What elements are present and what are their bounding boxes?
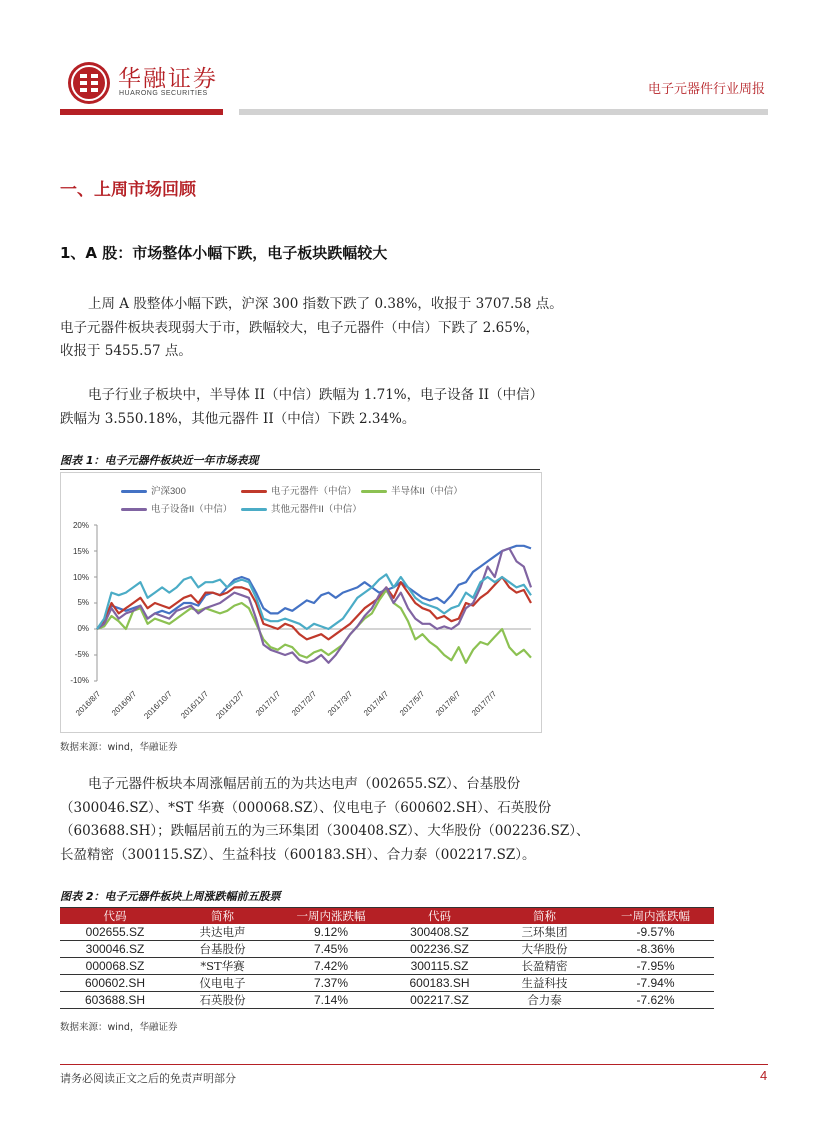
legend-label: 半导体II（中信） (391, 486, 463, 497)
table-header: 一周内涨跌幅 (275, 908, 387, 925)
y-tick-label: 15% (72, 547, 89, 556)
y-tick-label: -10% (70, 676, 89, 685)
figure1-caption-rule (60, 469, 540, 470)
table-cell: 7.45% (275, 941, 387, 958)
paragraph-line: 跌幅为 3.550.18%，其他元器件 II（中信）下跌 2.34%。 (60, 410, 416, 427)
table-cell: -7.94% (597, 975, 714, 992)
table-cell: 300115.SZ (387, 958, 492, 975)
y-tick-label: -5% (74, 650, 89, 659)
footer-disclaimer: 请务必阅读正文之后的免责声明部分 (60, 1072, 236, 1085)
table-row (60, 941, 714, 958)
company-name-cn: 华融证券 (118, 66, 218, 92)
table-header-row (60, 908, 714, 925)
series-line-2 (97, 590, 531, 663)
paragraph-1 (60, 293, 772, 364)
figure2-source: 数据来源：wind，华融证券 (60, 1022, 178, 1033)
table-cell: 台基股份 (170, 941, 275, 958)
table-header: 简称 (170, 908, 275, 925)
paragraph-line: 上周 A 股整体小幅下跌，沪深 300 指数下跌了 0.38%，收报于 3707.58 点。 (88, 296, 563, 312)
y-tick-label: 0% (77, 624, 89, 633)
table-cell: 7.37% (275, 975, 387, 992)
legend-label: 电子设备II（中信） (151, 504, 233, 515)
x-tick-label: 2016/11/7 (179, 689, 211, 721)
y-tick-label: 10% (72, 573, 89, 582)
company-logo-emblem (68, 62, 110, 104)
table-cell: 002217.SZ (387, 992, 492, 1009)
legend-label: 其他元器件II（中信） (271, 504, 362, 515)
figure1-source: 数据来源：wind，华融证券 (60, 742, 178, 753)
x-tick-label: 2017/1/7 (253, 689, 283, 718)
table-cell: -8.36% (597, 941, 714, 958)
x-tick-label: 2017/4/7 (361, 689, 391, 718)
table-cell: 合力泰 (492, 992, 597, 1009)
table-cell: -7.62% (597, 992, 714, 1009)
table-cell: 600602.SH (60, 975, 170, 992)
table-cell: *ST华赛 (170, 958, 275, 975)
table-row (60, 992, 714, 1009)
x-tick-label: 2016/9/7 (109, 689, 139, 718)
paragraph-line: 电子行业子板块中，半导体 II（中信）跌幅为 1.71%，电子设备 II（中信） (88, 387, 544, 403)
table-cell: 300046.SZ (60, 941, 170, 958)
legend-label: 电子元器件（中信） (271, 486, 357, 497)
subsection-title: 1、A 股：市场整体小幅下跌，电子板块跌幅较大 (60, 244, 388, 262)
x-tick-label: 2016/8/7 (73, 689, 103, 718)
table-cell: 生益科技 (492, 975, 597, 992)
table-header: 简称 (492, 908, 597, 925)
logo-icon (68, 62, 110, 104)
table-header: 代码 (387, 908, 492, 925)
table-cell: 大华股份 (492, 941, 597, 958)
table-cell: 002655.SZ (60, 924, 170, 941)
table-cell: 长盈精密 (492, 958, 597, 975)
paragraph-line: （603688.SH）；跌幅居前五的为三环集团（300408.SZ）、大华股份（002236.SZ）、 (60, 823, 590, 839)
page-number: 4 (760, 1068, 768, 1083)
table-header: 代码 (60, 908, 170, 925)
x-tick-label: 2017/3/7 (325, 689, 355, 718)
section-title: 一、上周市场回顾 (60, 180, 196, 200)
figure2-caption: 图表 2：电子元器件板块上周涨跌幅前五股票 (60, 890, 281, 903)
paragraph-line: 长盈精密（300115.SZ）、生益科技（600183.SH）、合力泰（002217.SZ）。 (60, 846, 536, 863)
table-cell: -9.57% (597, 924, 714, 941)
x-tick-label: 2016/10/7 (142, 689, 175, 721)
x-tick-label: 2017/5/7 (397, 689, 427, 718)
table-cell: 石英股份 (170, 992, 275, 1009)
header-bar-gray (239, 109, 768, 115)
x-tick-label: 2017/7/7 (469, 689, 499, 718)
report-type: 电子元器件行业周报 (647, 82, 765, 97)
legend-label: 沪深300 (151, 486, 186, 497)
figure1-caption: 图表 1：电子元器件板块近一年市场表现 (60, 454, 259, 467)
paragraph-line: 电子元器件板块表现弱大于市，跌幅较大，电子元器件（中信）下跌了 2.65%， (60, 319, 540, 336)
x-tick-label: 2017/6/7 (433, 689, 463, 718)
table-cell: 共达电声 (170, 924, 275, 941)
table-row (60, 975, 714, 992)
footer-rule (60, 1064, 768, 1065)
table-cell: 603688.SH (60, 992, 170, 1009)
x-tick-label: 2016/12/7 (214, 689, 247, 721)
y-tick-label: 5% (77, 598, 89, 607)
table-row (60, 958, 714, 975)
table-cell: 300408.SZ (387, 924, 492, 941)
table-cell: 000068.SZ (60, 958, 170, 975)
table-header: 一周内涨跌幅 (597, 908, 714, 925)
company-name-en: HUARONG SECURITIES (119, 90, 208, 97)
paragraph-3 (60, 773, 772, 867)
table-cell: 仪电电子 (170, 975, 275, 992)
table-cell: 9.12% (275, 924, 387, 941)
table-cell: 7.14% (275, 992, 387, 1009)
x-tick-label: 2017/2/7 (289, 689, 319, 718)
header-bar-red (60, 109, 223, 115)
top-movers-table (60, 907, 714, 1009)
y-tick-label: 20% (72, 521, 89, 530)
table-cell: 600183.SH (387, 975, 492, 992)
paragraph-line: 收报于 5455.57 点。 (60, 343, 192, 359)
paragraph-line: （300046.SZ）、*ST 华赛（000068.SZ）、仪电电子（600602.SH）、石英股份 (60, 799, 552, 816)
table-cell: 002236.SZ (387, 941, 492, 958)
table-cell: 三环集团 (492, 924, 597, 941)
table-row (60, 924, 714, 941)
table-cell: -7.95% (597, 958, 714, 975)
table-cell: 7.42% (275, 958, 387, 975)
paragraph-line: 电子元器件板块本周涨幅居前五的为共达电声（002655.SZ）、台基股份 (88, 776, 521, 792)
line-chart (60, 472, 542, 733)
paragraph-2 (60, 384, 772, 431)
